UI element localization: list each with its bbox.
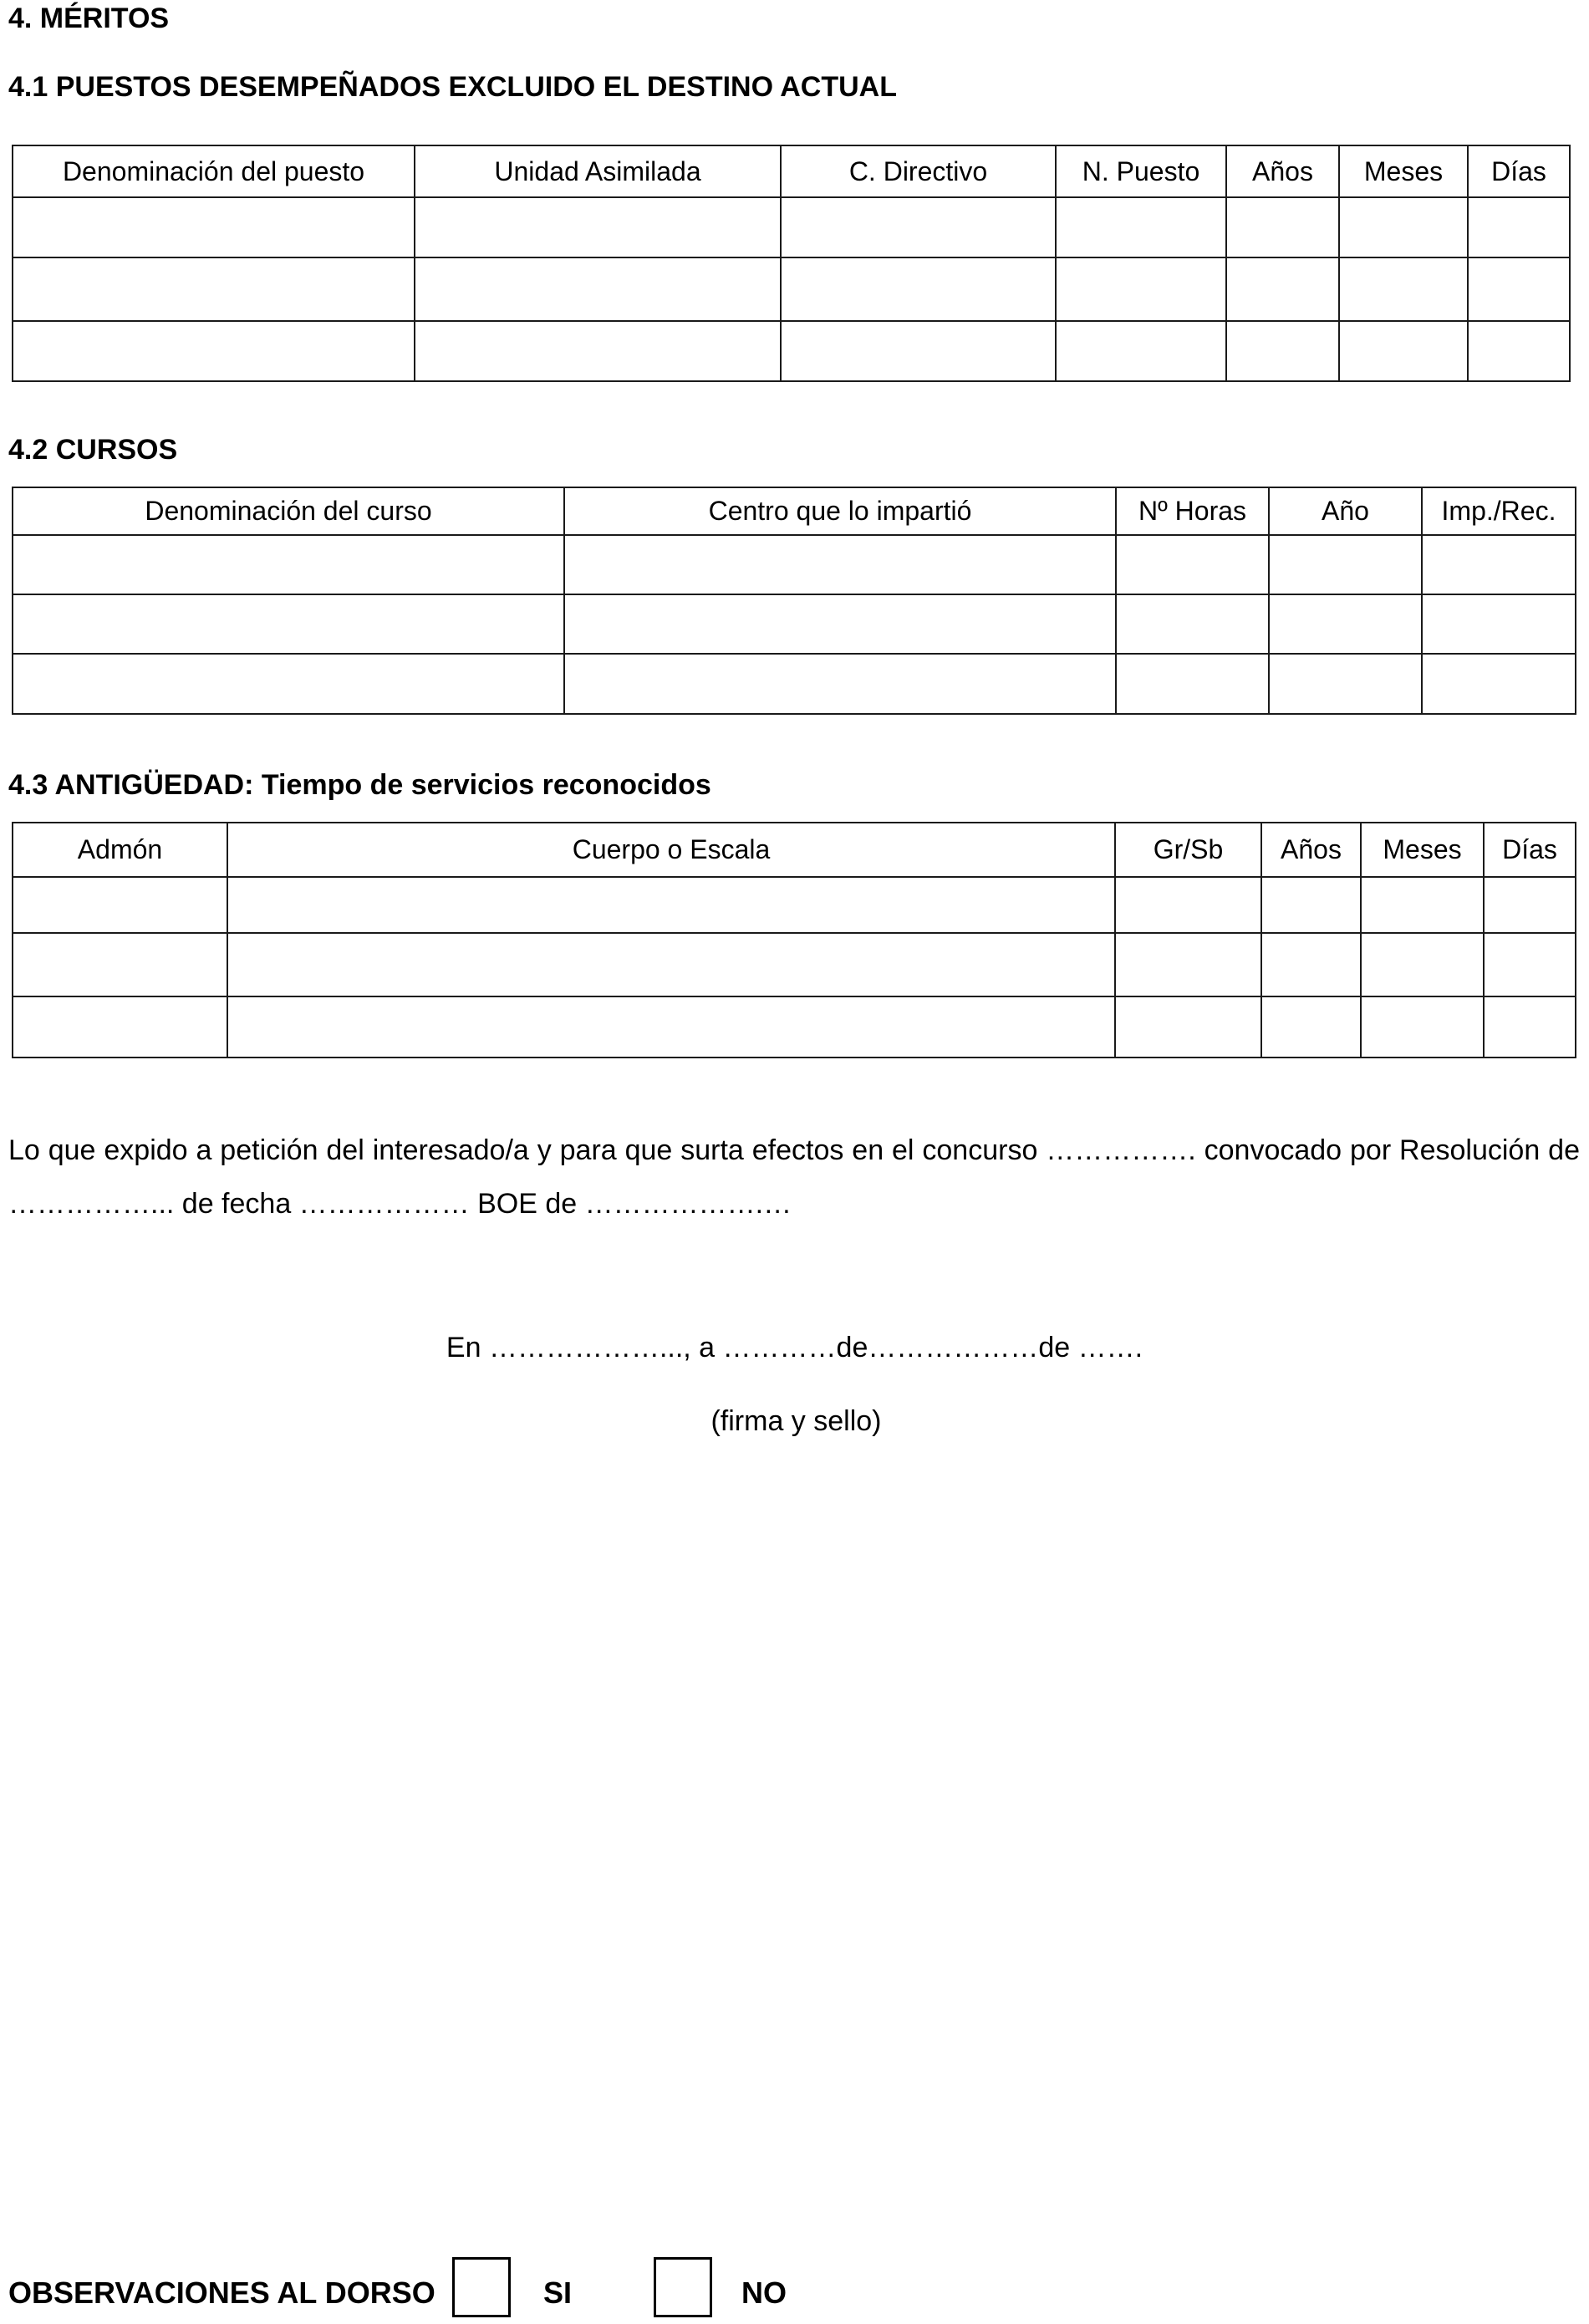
- table-cell[interactable]: [1116, 654, 1269, 714]
- table-cell[interactable]: [13, 197, 415, 257]
- table-cell[interactable]: [1115, 877, 1261, 933]
- table-cell[interactable]: [564, 594, 1116, 654]
- place-date-text: En ………………..., a …………de………………de …….: [446, 1332, 1143, 1363]
- table-cell[interactable]: [1115, 996, 1261, 1058]
- table-cell[interactable]: [781, 321, 1056, 381]
- table-cell[interactable]: [13, 933, 227, 996]
- table-cell[interactable]: [415, 197, 781, 257]
- section-title: 4. MÉRITOS: [8, 3, 170, 34]
- col-header: Meses: [1339, 145, 1468, 197]
- table-row: [13, 654, 1576, 714]
- table-cell[interactable]: [227, 877, 1115, 933]
- signature-label: (firma y sello): [710, 1405, 882, 1437]
- table-cell[interactable]: [1056, 197, 1226, 257]
- col-header: Días: [1468, 145, 1570, 197]
- table-cell[interactable]: [1339, 321, 1468, 381]
- table-cell[interactable]: [1422, 654, 1576, 714]
- table-cell[interactable]: [1361, 877, 1484, 933]
- table-cell[interactable]: [564, 535, 1116, 594]
- table-row: [13, 257, 1570, 321]
- signature-line: [0, 1404, 1589, 1438]
- table-cell[interactable]: [13, 257, 415, 321]
- table-row: [13, 321, 1570, 381]
- table-puestos: [12, 145, 1571, 382]
- table-row: [13, 197, 1570, 257]
- col-header: Unidad Asimilada: [415, 145, 781, 197]
- table-row: [13, 877, 1576, 933]
- col-header: Nº Horas: [1116, 487, 1269, 535]
- table-cell[interactable]: [13, 877, 227, 933]
- col-header: Cuerpo o Escala: [227, 823, 1115, 877]
- table-cursos: [12, 487, 1576, 715]
- col-header: Año: [1269, 487, 1422, 535]
- col-header: N. Puesto: [1056, 145, 1226, 197]
- table-cell[interactable]: [1261, 996, 1361, 1058]
- col-header: Años: [1261, 823, 1361, 877]
- table-cell[interactable]: [1261, 933, 1361, 996]
- col-header: Años: [1226, 145, 1339, 197]
- col-header: Centro que lo impartió: [564, 487, 1116, 535]
- table-cell[interactable]: [1115, 933, 1261, 996]
- no-label: NO: [741, 2276, 787, 2310]
- table-cell[interactable]: [1484, 877, 1576, 933]
- table-cell[interactable]: [1422, 594, 1576, 654]
- table-cell[interactable]: [564, 654, 1116, 714]
- statement-paragraph: Lo que expido a petición del interesado/a y para que surta efectos en el concurso ……………. convocado por Resolución de ……………... de fecha ……………… BOE de ……………….…: [8, 1134, 1580, 1220]
- table-row: [13, 933, 1576, 996]
- table-cell[interactable]: [1339, 197, 1468, 257]
- table-cell[interactable]: [227, 933, 1115, 996]
- table-cell[interactable]: [1269, 594, 1422, 654]
- col-header: Gr/Sb: [1115, 823, 1261, 877]
- observaciones-label: OBSERVACIONES AL DORSO: [8, 2276, 435, 2310]
- table-cell[interactable]: [1226, 197, 1339, 257]
- table-cell[interactable]: [1339, 257, 1468, 321]
- col-header: Admón: [13, 823, 227, 877]
- table-cell[interactable]: [1361, 933, 1484, 996]
- section-4-1-title: 4.1 PUESTOS DESEMPEÑADOS EXCLUIDO EL DESTINO ACTUAL: [8, 71, 897, 103]
- table-cell[interactable]: [1361, 996, 1484, 1058]
- col-header: Denominación del curso: [13, 487, 564, 535]
- place-date-line: [0, 1331, 1589, 1364]
- table-cell[interactable]: [1269, 654, 1422, 714]
- table-cell[interactable]: [227, 996, 1115, 1058]
- col-header: Días: [1484, 823, 1576, 877]
- table-cell[interactable]: [1226, 321, 1339, 381]
- table-cell[interactable]: [13, 321, 415, 381]
- table-cell[interactable]: [1116, 535, 1269, 594]
- table-cell[interactable]: [13, 654, 564, 714]
- table-cell[interactable]: [781, 197, 1056, 257]
- table-row: [13, 594, 1576, 654]
- observaciones-row: [8, 2257, 928, 2324]
- table-cell[interactable]: [1056, 321, 1226, 381]
- table-cell[interactable]: [13, 594, 564, 654]
- table-antiguedad: [12, 822, 1576, 1058]
- table-row: [13, 996, 1576, 1058]
- col-header: Denominación del puesto: [13, 145, 415, 197]
- section-4-3-title: 4.3 ANTIGÜEDAD: Tiempo de servicios reconocidos: [8, 769, 711, 801]
- table-cell[interactable]: [1468, 197, 1570, 257]
- table-cell[interactable]: [13, 535, 564, 594]
- table-cell[interactable]: [1261, 877, 1361, 933]
- table-cell[interactable]: [1422, 535, 1576, 594]
- col-header: Meses: [1361, 823, 1484, 877]
- table-cell[interactable]: [1468, 321, 1570, 381]
- table-cell[interactable]: [1116, 594, 1269, 654]
- table-cell[interactable]: [1226, 257, 1339, 321]
- table-cell[interactable]: [1468, 257, 1570, 321]
- col-header: C. Directivo: [781, 145, 1056, 197]
- table-cell[interactable]: [1484, 996, 1576, 1058]
- col-header: Imp./Rec.: [1422, 487, 1576, 535]
- section-4-2-title: 4.2 CURSOS: [8, 434, 178, 466]
- table-cell[interactable]: [1056, 257, 1226, 321]
- table-cell[interactable]: [781, 257, 1056, 321]
- table-cell[interactable]: [13, 996, 227, 1058]
- table-row: [13, 535, 1576, 594]
- si-checkbox[interactable]: [452, 2257, 511, 2317]
- no-checkbox[interactable]: [654, 2257, 712, 2317]
- table-cell[interactable]: [1484, 933, 1576, 996]
- table-cell[interactable]: [1269, 535, 1422, 594]
- table-cell[interactable]: [415, 257, 781, 321]
- table-cell[interactable]: [415, 321, 781, 381]
- si-label: SI: [543, 2276, 573, 2310]
